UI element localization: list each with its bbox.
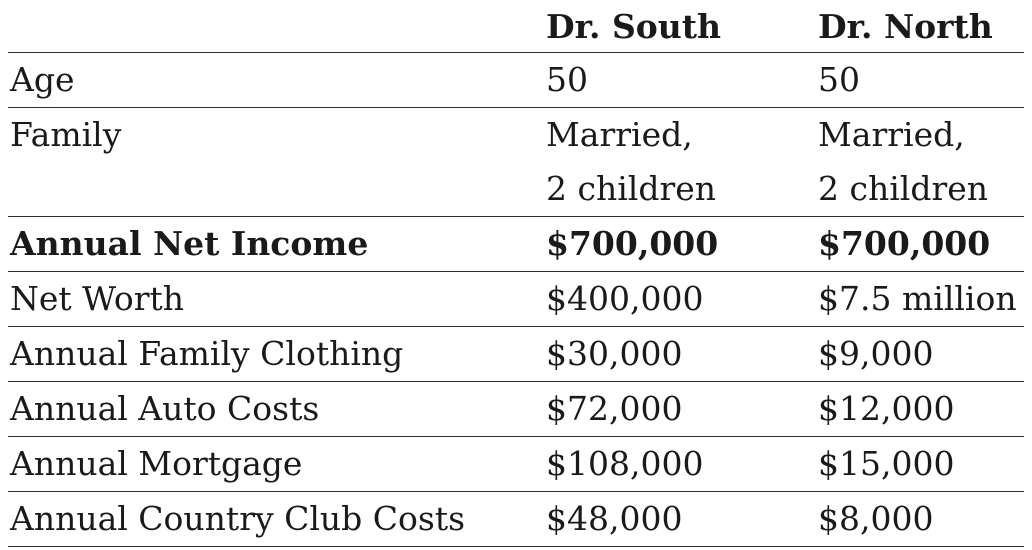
row-label: Annual Mortgage: [8, 437, 546, 492]
row-label: Net Worth: [8, 272, 546, 327]
cell-north: [818, 108, 1024, 217]
cell-north: [818, 217, 1024, 272]
cell-south: [546, 382, 818, 437]
cell-north: [818, 53, 1024, 108]
cell-text: $700,000: [818, 224, 991, 263]
comparison-table: [8, 0, 1024, 547]
cell-text: $9,000: [818, 334, 934, 373]
table-row-family: [8, 108, 1024, 217]
cell-text: $30,000: [546, 334, 683, 373]
table-row-annual-mortgage: [8, 437, 1024, 492]
cell-text: $700,000: [546, 224, 719, 263]
cell-text: 50: [546, 60, 588, 99]
cell-text-line-1: Married,: [546, 115, 693, 154]
row-label: Annual Country Club Costs: [8, 492, 546, 547]
table-row-annual-auto-costs: [8, 382, 1024, 437]
table-row-age: [8, 53, 1024, 108]
cell-north: [818, 272, 1024, 327]
cell-south: [546, 492, 818, 547]
cell-text: $48,000: [546, 499, 683, 538]
header-empty: [8, 0, 546, 53]
cell-text-line-2: 2 children: [818, 169, 989, 208]
cell-north: [818, 492, 1024, 547]
cell-text: 50: [818, 60, 860, 99]
cell-south: [546, 217, 818, 272]
cell-south: [546, 272, 818, 327]
cell-text: $12,000: [818, 389, 955, 428]
cell-south: [546, 108, 818, 217]
table-row-net-worth: [8, 272, 1024, 327]
cell-text: $72,000: [546, 389, 683, 428]
cell-south: [546, 437, 818, 492]
cell-north: [818, 437, 1024, 492]
cell-text: $15,000: [818, 444, 955, 483]
table-row-annual-country-club-costs: [8, 492, 1024, 547]
cell-text: $108,000: [546, 444, 704, 483]
cell-text-line-2: 2 children: [546, 169, 717, 208]
cell-text: $7.5 million: [818, 279, 1017, 318]
cell-north: [818, 327, 1024, 382]
row-label: Annual Net Income: [8, 217, 546, 272]
cell-text: $8,000: [818, 499, 934, 538]
header-row: [8, 0, 1024, 53]
header-dr-south: Dr. South: [546, 0, 818, 53]
table-row-annual-net-income: [8, 217, 1024, 272]
cell-text: $400,000: [546, 279, 704, 318]
table-row-annual-family-clothing: [8, 327, 1024, 382]
cell-text-line-1: Married,: [818, 115, 965, 154]
row-label: Age: [8, 53, 546, 108]
cell-north: [818, 382, 1024, 437]
cell-south: [546, 327, 818, 382]
row-label: Annual Family Clothing: [8, 327, 546, 382]
header-dr-north: Dr. North: [818, 0, 1024, 53]
row-label: Family: [8, 108, 546, 217]
row-label: Annual Auto Costs: [8, 382, 546, 437]
cell-south: [546, 53, 818, 108]
